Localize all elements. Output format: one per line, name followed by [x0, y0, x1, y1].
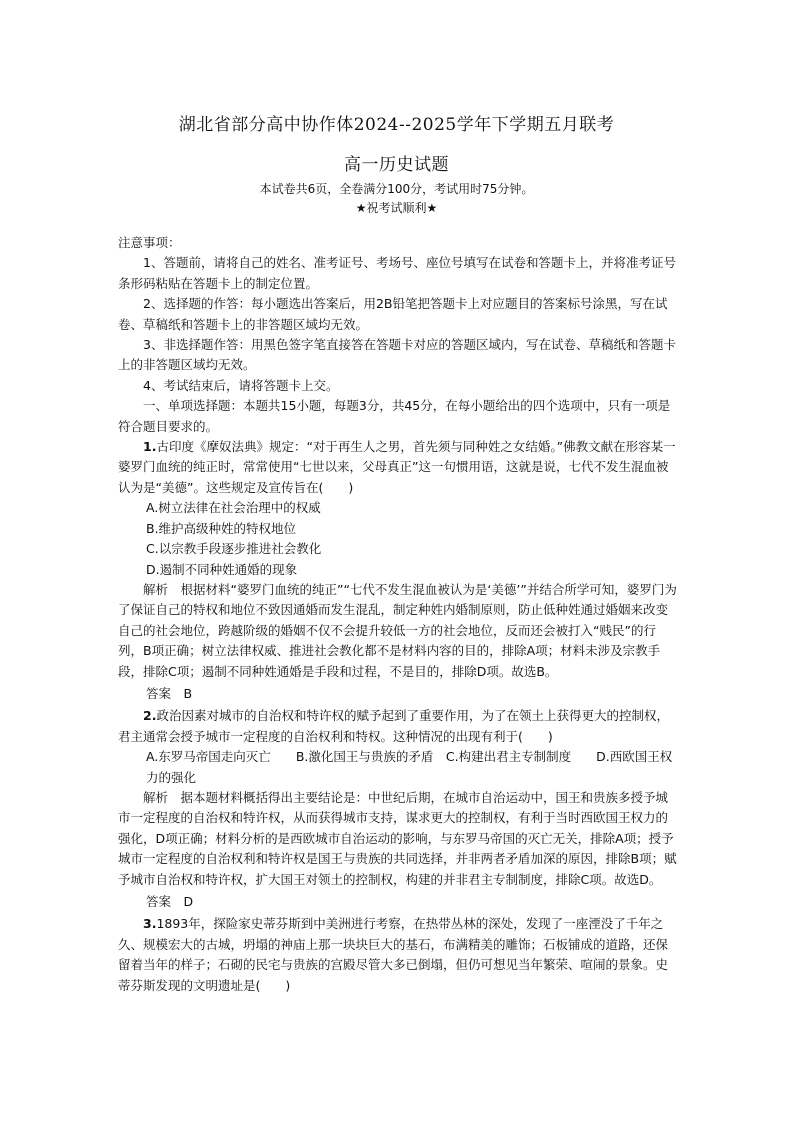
question-number: 1. [143, 439, 157, 455]
exam-wish: ★祝考试顺利★ [355, 201, 438, 215]
answer: 答案 D [146, 894, 194, 909]
question-stem: 1893年，探险家史蒂芬斯到中美洲进行考察，在热带丛林的深处，发现了一座湮没了千年之久、规模宏大的古城，坍塌的神庙上那一块块巨大的基石，布满精美的雕饰；石板铺成的道路，还保留着当年的样子；石砌的民宅与贵族的宫殿尽管大多已倒塌，但仍可想见当年繁荣、喧闹的景象。史蒂芬斯发现的文明遗址是( ) [118, 916, 669, 993]
options-row [118, 747, 678, 788]
note-item: 3、非选择题作答：用黑色签字笔直接答在答题卡对应的答题区域内，写在试卷、草稿纸和答题卡上的非答题区域均无效。 [118, 337, 676, 373]
answer: 答案 B [146, 685, 193, 701]
question-stem: 古印度《摩奴法典》规定：“对于再生人之男，首先须与同种姓之女结婚。”佛教文献在形容某一婆罗门血统的纯正时，常常使用“七世以来，父母真正”这一句惯用语，这就是说，七代不发生混血被认为是“美德”。这些规定及宣传旨在( ) [118, 439, 676, 495]
option-b: B.维护高级种姓的特权地位 [146, 520, 297, 536]
exam-info: 本试卷共6页，全卷满分100分，考试用时75分钟。 [259, 182, 534, 196]
question-3 [118, 914, 678, 996]
question-stem: 政治因素对城市的自治权和特许权的赋予起到了重要作用，为了在领土上获得更大的控制权，君主通常会授予城市一定程度的自治权利和特权。这种情况的出现有利于( ) [118, 708, 669, 744]
option-d: D.西欧国王权力的强化 [146, 749, 673, 785]
option-a: A.东罗马帝国走向灭亡 [146, 749, 271, 765]
analysis: 解析 据本题材料概括得出主要结论是：中世纪后期，在城市自治运动中，国王和贵族多授予城市一定程度的自治权和特许权，从而获得城市支持，谋求更大的控制权，有利于当时西欧国王权力的强化，D项正确；材料分析的是西欧城市自治运动的影响，与东罗马帝国的灭亡无关，排除A项；授予城市一定程度的自治权利和特许权是国王与贵族的共同选择，并非两者矛盾加深的原因，排除B项；赋予城市自治权和特许权，扩大国王对领土的控制权，构建的并非君主专制制度，排除C项。故选D。 [118, 789, 677, 887]
note-item: 4、考试结束后，请将答题卡上交。 [143, 377, 339, 393]
question-1 [118, 437, 678, 498]
option-d: D.遏制不同种姓通婚的现象 [146, 561, 298, 577]
exam-title: 湖北省部分高中协作体2024--2025学年下学期五月联考 [178, 115, 615, 135]
option-b: B.激化国王与贵族的矛盾 [295, 749, 434, 765]
note-item: 1、答题前，请将自己的姓名、准考证号、考场号、座位号填写在试卷和答题卡上，并将准考证号条形码粘贴在答题卡上的制定位置。 [118, 255, 676, 291]
question-number: 3. [143, 916, 157, 932]
section-heading: 一、单项选择题：本题共15小题，每题3分，共45分，在每小题给出的四个选项中，只有一项是符合题目要求的。 [118, 398, 671, 434]
option-c: C.以宗教手段逐步推进社会教化 [146, 541, 322, 557]
exam-subtitle: 高一历史试题 [344, 155, 449, 175]
notes-heading: 注意事项： [118, 235, 181, 250]
note-item: 2、选择题的作答：每小题选出答案后，用2B铅笔把答题卡上对应题目的答案标号涂黑，写在试卷、草稿纸和答题卡上的非答题区域均无效。 [118, 296, 668, 332]
analysis: 解析 根据材料“婆罗门血统的纯正”“七代不发生混血被认为是‘美德’”并结合所学可知，婆罗门为了保证自己的特权和地位不致因通婚而发生混乱，制定种姓内婚制原则，防止低种姓通过婚姻来改变自己的社会地位，跨越阶级的婚姻不仅不会提升较低一方的社会地位，反而还会被打入“贱民”的行列，B项正确；树立法律权威、推进社会教化都不是材料内容的目的，排除A项；材料未涉及宗教手段，排除C项；遏制不同种姓通婚是手段和过程，不是目的，排除D项。故选B。 [118, 581, 677, 679]
question-number: 2. [143, 708, 157, 724]
option-c: C.构建出君主专制制度 [445, 749, 572, 765]
exam-body [118, 233, 678, 996]
question-2 [118, 706, 678, 747]
option-a: A.树立法律在社会治理中的权威 [146, 500, 321, 516]
